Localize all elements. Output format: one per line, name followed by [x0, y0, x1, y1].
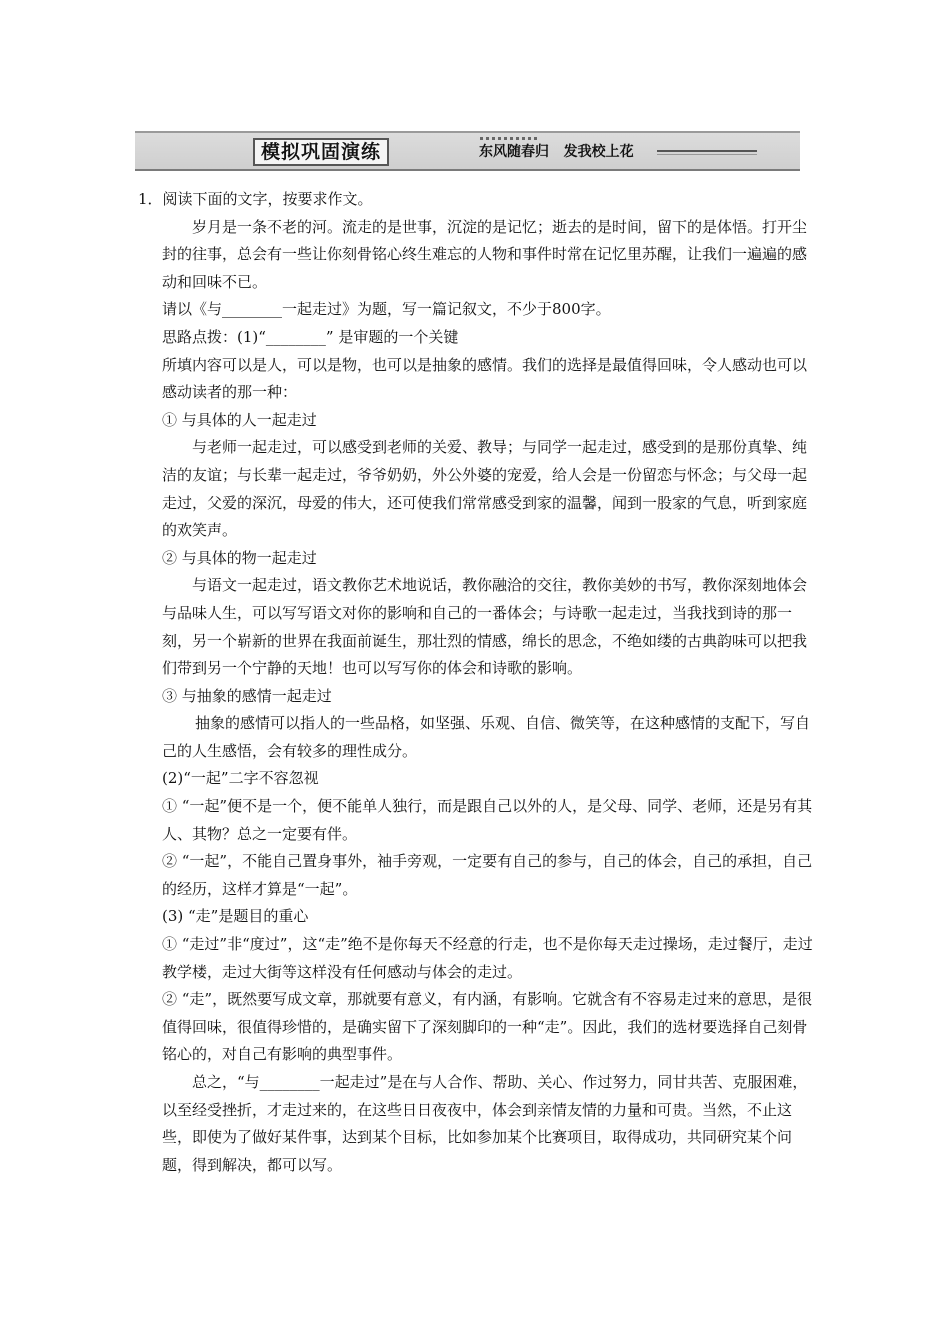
paragraph-walk-2: ② “走”，既然要写成文章，那就要有意义，有内涵，有影响。它就含有不容易走过来的意思，是很值得回味，很值得珍惜的，是确实留下了深刻脚印的一种“走”。因此，我们的选材要选择自己刻骨铭心的，对自己有影响的典型事件。: [162, 990, 813, 1064]
paragraph-person: 与老师一起走过，可以感受到老师的关爱、教导；与同学一起走过，感受到的是那份真挚、纯洁的友谊；与长辈一起走过，爷爷奶奶，外公外婆的宠爱，给人会是一份留恋与怀念；与父母一起走过，父爱的深沉，母爱的伟大，还可使我们常常感受到家的温馨，闻到一股家的气息，听到家庭的欢笑声。: [162, 438, 808, 540]
prompt-paragraph: 岁月是一条不老的河。流走的是世事，沉淀的是记忆；逝去的是时间，留下的是体悟。打开尘封的往事，总会有一些让你刻骨铭心终生难忘的人物和事件时常在记忆里苏醒，让我们一遍遍的感动和回味不已。: [162, 217, 808, 291]
paragraph-walk-1: ① “走过”非“度过”，这“走”绝不是你每天不经意的行走，也不是你每天走过操场，走过餐厅，走过教学楼，走过大街等这样没有任何感动与体会的走过。: [162, 935, 813, 981]
paragraph-object: 与语文一起走过，语文教你艺术地说话，教你融洽的交往，教你美妙的书写，教你深刻地体会与品味人生，可以写写语文对你的影响和自己的一番体会；与诗歌一起走过，当我找到诗的那一刻，另一个崭新的世界在我面前诞生，那壮烈的情感，绵长的思念，不绝如缕的古典韵味可以把我们带到另一个宁静的天地！也可以写写你的体会和诗歌的影响。: [162, 576, 808, 678]
hint-heading-3: (3) “走”是题目的重心: [162, 907, 309, 926]
task-instruction: 请以《与________一起走过》为题，写一篇记叙文，不少于800字。: [162, 300, 611, 319]
paragraph-together-2: ② “一起”，不能自己置身事外，袖手旁观，一定要有自己的参与，自己的体会，自己的承担，自己的经历，这样才算是“一起”。: [162, 852, 813, 898]
hint-heading-2: (2)“一起”二字不容忽视: [162, 769, 319, 788]
hint-paragraph: 所填内容可以是人，可以是物，也可以是抽象的感情。我们的选择是最值得回味，令人感动也可以感动读者的那一种：: [162, 355, 808, 402]
paragraph-together-1: ① “一起”便不是一个，便不能单人独行，而是跟自己以外的人，是父母、同学、老师，还是另有其人、其物？总之一定要有伴。: [162, 797, 813, 843]
paragraph-emotion: 抽象的感情可以指人的一些品格，如坚强、乐观、自信、微笑等，在这种感情的支配下，写自己的人生感悟，会有较多的理性成分。: [162, 714, 811, 760]
hint-heading: 思路点拨：(1)“________” 是审题的一个关键: [162, 327, 459, 346]
banner-line-decoration-thin: [657, 154, 757, 155]
banner-line-decoration: [657, 150, 757, 152]
subheading-person: ① 与具体的人一起走过: [162, 410, 317, 429]
banner-slogan: 东风随春归 发我校上花: [479, 144, 634, 160]
summary-paragraph: 总之，“与________一起走过”是在与人合作、帮助、关心、作过努力，同甘共苦、克服困难，以至经受挫折，才走过来的，在这些日日夜夜中，体会到亲情友情的力量和可贵。当然，不止这些，即使为了做好某件事，达到某个目标，比如参加某个比赛项目，取得成功，共同研究某个问题，得到解决，都可以写。: [162, 1073, 808, 1174]
question-heading: 1．阅读下面的文字，按要求作文。: [138, 190, 373, 208]
subheading-object: ② 与具体的物一起走过: [162, 548, 317, 567]
section-banner: [135, 131, 800, 171]
document-body: [138, 186, 818, 1179]
subheading-emotion: ③ 与抽象的感情一起走过: [162, 686, 332, 705]
banner-title: 模拟巩固演练: [253, 138, 389, 166]
banner-dots-decoration: [480, 137, 540, 140]
